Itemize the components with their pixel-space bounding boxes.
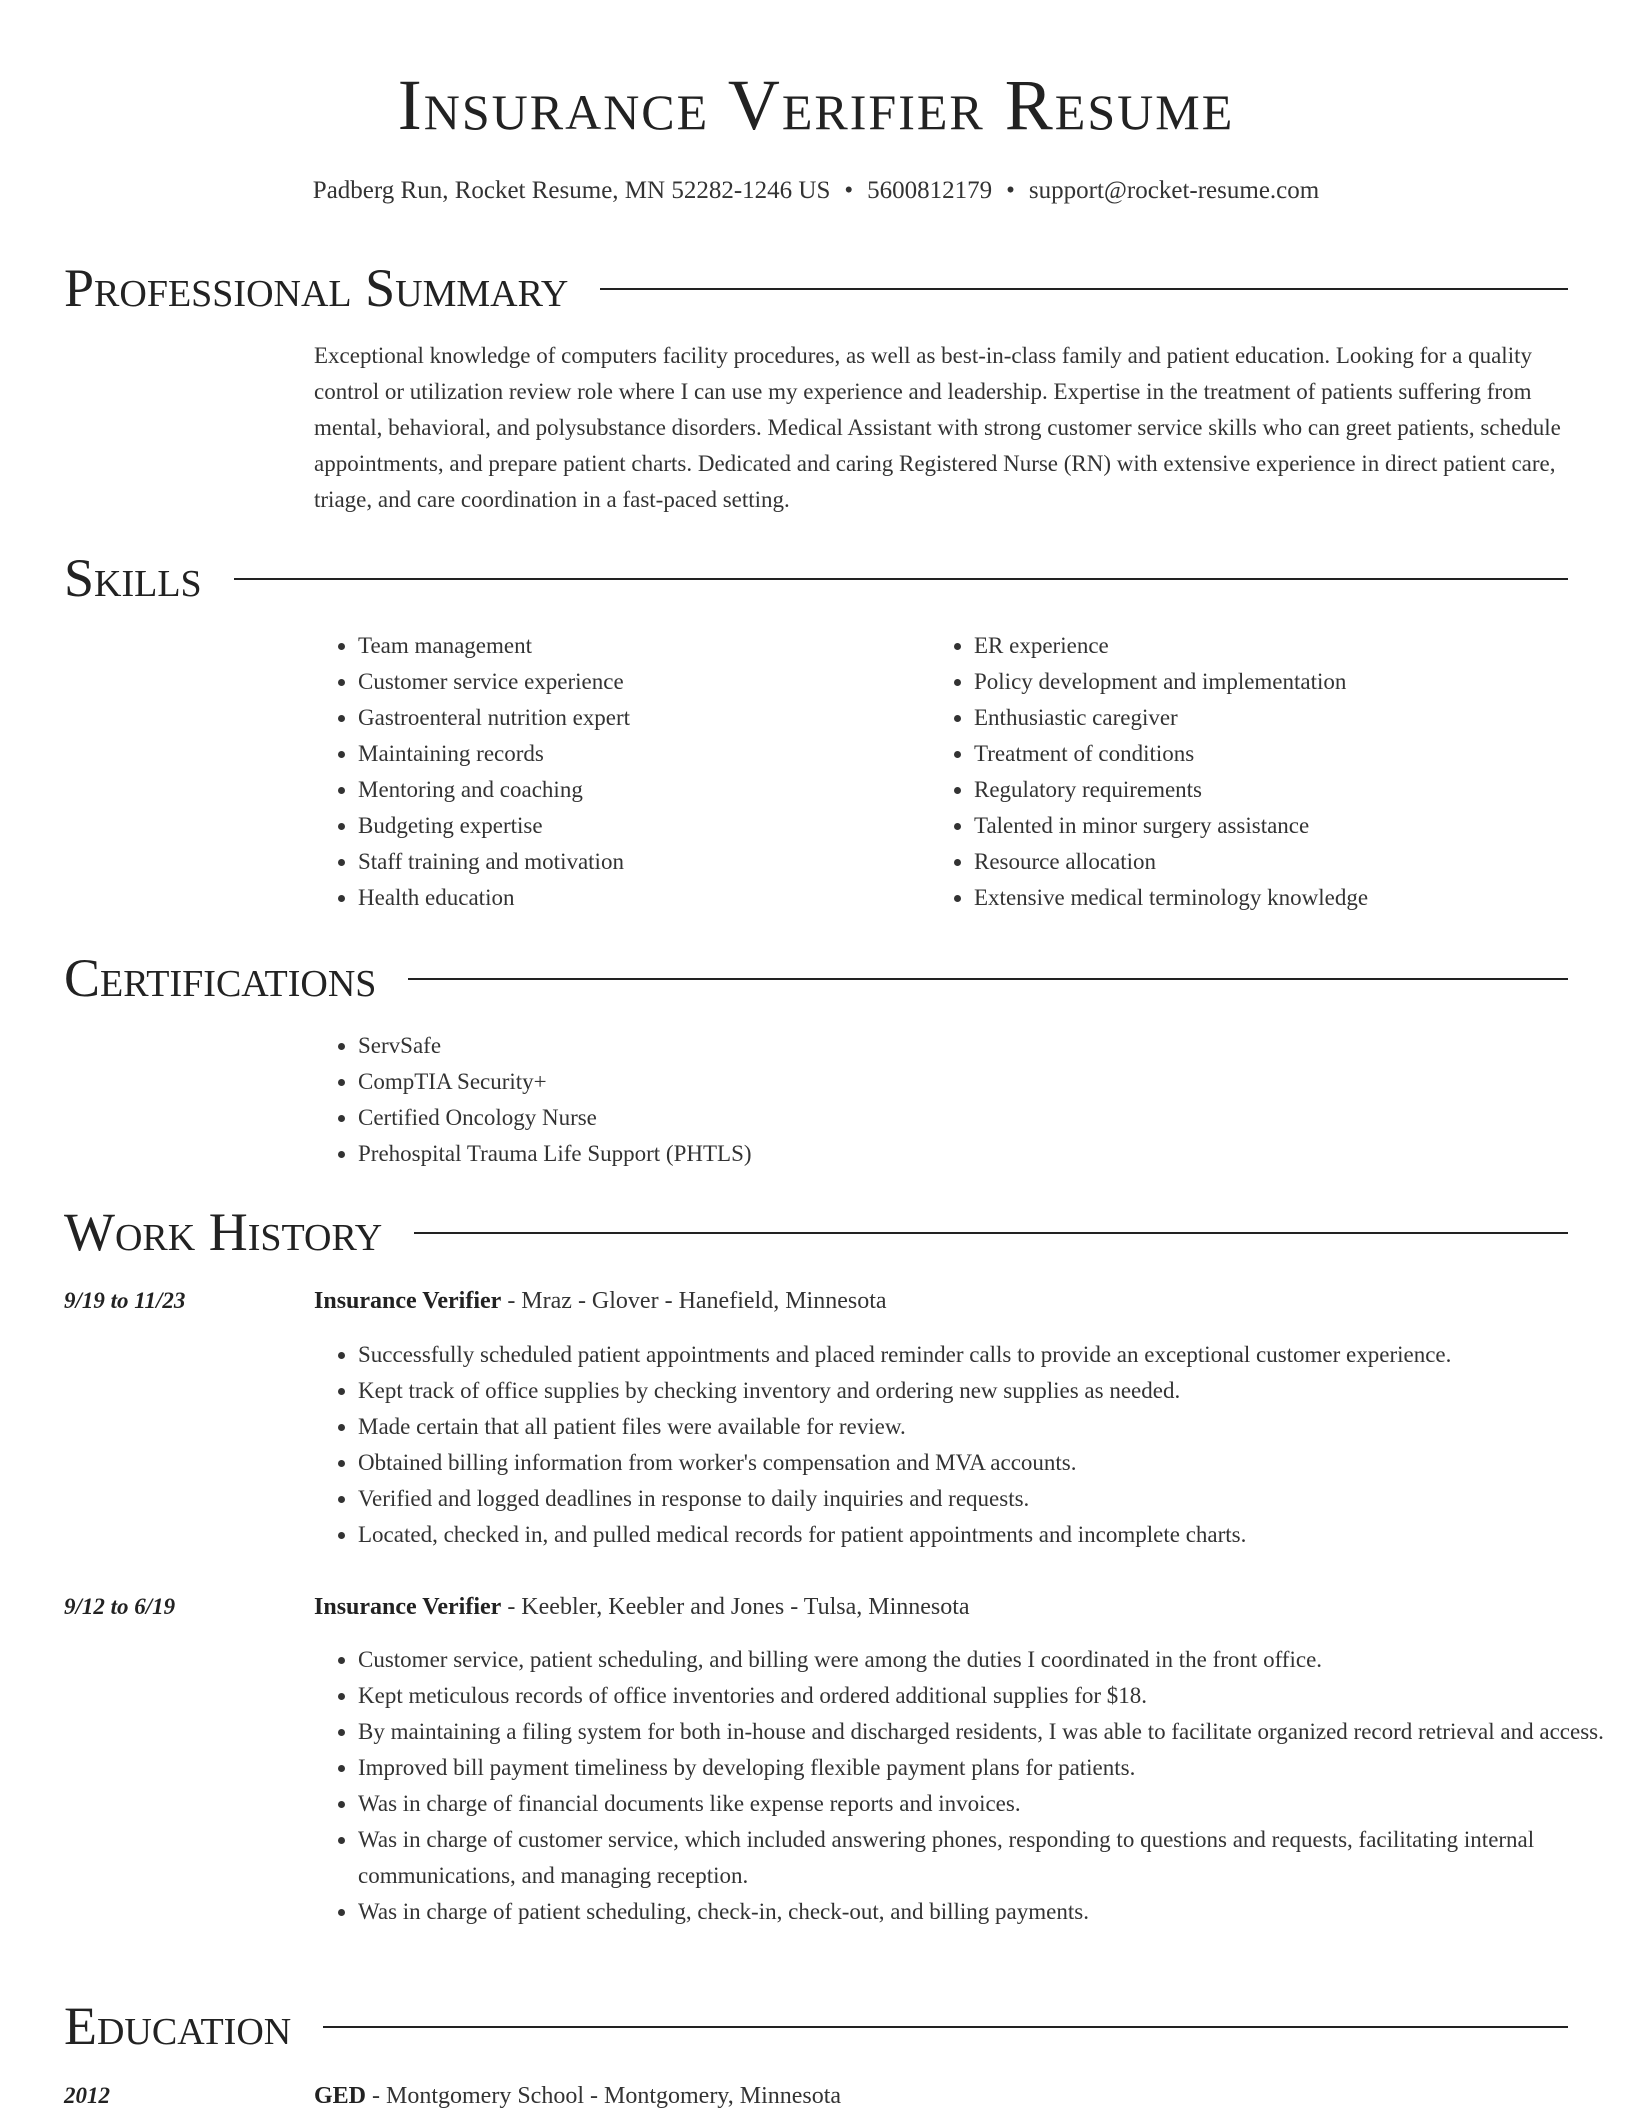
job-dates: 9/19 to 11/23 xyxy=(64,1288,186,1313)
education-school: - Montgomery School - Montgomery, Minnesota xyxy=(366,2083,842,2109)
certification-item: • Certified Oncology Nurse xyxy=(358,1100,1258,1136)
education-degree: GED xyxy=(314,2083,367,2109)
skill-item: • Customer service experience xyxy=(358,664,918,700)
skill-item: • Gastroenteral nutrition expert xyxy=(358,700,918,736)
certification-item: • Prehospital Trauma Life Support (PHTLS) xyxy=(358,1136,1258,1172)
section-title-skills: Skills xyxy=(64,548,202,608)
job-role: Insurance Verifier xyxy=(314,1288,502,1314)
section-title-certifications: Certifications xyxy=(64,948,377,1008)
certifications-list xyxy=(314,1028,1258,1172)
section-header-education xyxy=(64,1994,1568,2058)
job-bullet: • Made certain that all patient files were available for review. xyxy=(358,1409,1612,1445)
job-bullet: • Verified and logged deadlines in response to daily inquiries and requests. xyxy=(358,1481,1612,1517)
skill-item: • Budgeting expertise xyxy=(358,808,918,844)
contact-separator: • xyxy=(844,177,854,204)
contact-address: Padberg Run, Rocket Resume, MN 52282-1246 US xyxy=(312,177,831,204)
job-bullets xyxy=(314,1337,1612,1553)
job-bullet: • Improved bill payment timeliness by developing flexible payment plans for patients. xyxy=(358,1750,1612,1786)
resume-title: Insurance Verifier Resume xyxy=(397,65,1235,145)
education-heading xyxy=(314,2078,1568,2114)
skills-list-right xyxy=(930,628,1594,916)
skill-item: • ER experience xyxy=(974,628,1594,664)
section-rule xyxy=(600,288,1568,290)
job-role: Insurance Verifier xyxy=(314,1594,502,1620)
summary-text: Exceptional knowledge of computers facility procedures, as well as best-in-class family and patient education. Looking for a quality control or utilization review role where I can use my experience and leadership. Expertise in the treatment of patients suffering from mental, behavioral, and polysubstance disorders. Medical Assistant with strong customer service skills who can greet patients, schedule appointments, and prepare patient charts. Dedicated and caring Registered Nurse (RN) with extensive experience in direct patient care, triage, and care coordination in a fast-paced setting. xyxy=(314,343,1561,512)
skill-item: • Extensive medical terminology knowledge xyxy=(974,880,1594,916)
certification-item: • CompTIA Security+ xyxy=(358,1064,1258,1100)
section-title-work-history: Work History xyxy=(64,1202,383,1262)
job-bullet: • Customer service, patient scheduling, and billing were among the duties I coordinated in the front office. xyxy=(358,1642,1612,1678)
skill-item: • Team management xyxy=(358,628,918,664)
job-dates: 9/12 to 6/19 xyxy=(64,1594,176,1619)
job-heading xyxy=(314,1283,1568,1319)
section-rule xyxy=(408,978,1568,980)
job-bullet: • By maintaining a filing system for both in-house and discharged residents, I was able to facilitate organized record retrieval and access. xyxy=(358,1714,1612,1750)
certification-item: • ServSafe xyxy=(358,1028,1258,1064)
skill-item: • Staff training and motivation xyxy=(358,844,918,880)
job-employer: - Keebler, Keebler and Jones - Tulsa, Minnesota xyxy=(501,1594,970,1620)
job-bullets xyxy=(314,1642,1612,1930)
section-title-education: Education xyxy=(64,1996,292,2056)
skill-item: • Resource allocation xyxy=(974,844,1594,880)
job-employer: - Mraz - Glover - Hanefield, Minnesota xyxy=(501,1288,887,1314)
job-bullet: • Located, checked in, and pulled medical records for patient appointments and incomplete charts. xyxy=(358,1517,1612,1553)
contact-phone: 5600812179 xyxy=(867,177,993,204)
skill-item: • Enthusiastic caregiver xyxy=(974,700,1594,736)
contact-line xyxy=(0,174,1632,208)
skill-item: • Health education xyxy=(358,880,918,916)
job-heading xyxy=(314,1589,1568,1625)
skill-item: • Treatment of conditions xyxy=(974,736,1594,772)
education-year: 2012 xyxy=(64,2083,110,2108)
skill-item: • Regulatory requirements xyxy=(974,772,1594,808)
job-bullet: • Obtained billing information from worker's compensation and MVA accounts. xyxy=(358,1445,1612,1481)
section-header-certifications xyxy=(64,946,1568,1010)
section-header-work-history xyxy=(64,1200,1568,1264)
skill-item: • Talented in minor surgery assistance xyxy=(974,808,1594,844)
skill-item: • Maintaining records xyxy=(358,736,918,772)
job-bullet: • Kept track of office supplies by checking inventory and ordering new supplies as needed. xyxy=(358,1373,1612,1409)
section-rule xyxy=(234,578,1568,580)
section-title-summary: Professional Summary xyxy=(64,258,569,318)
skill-item: • Mentoring and coaching xyxy=(358,772,918,808)
contact-separator: • xyxy=(1006,177,1015,204)
job-bullet: • Was in charge of patient scheduling, check-in, check-out, and billing payments. xyxy=(358,1894,1612,1930)
job-bullet: • Successfully scheduled patient appointments and placed reminder calls to provide an exceptional customer experience. xyxy=(358,1337,1612,1373)
section-rule xyxy=(323,2026,1568,2028)
section-header-summary xyxy=(64,256,1568,320)
section-header-skills xyxy=(64,546,1568,610)
contact-email: support@rocket-resume.com xyxy=(1028,177,1320,204)
skills-list-left xyxy=(314,628,918,916)
job-bullet: • Kept meticulous records of office inventories and ordered additional supplies for $18. xyxy=(358,1678,1612,1714)
job-bullet: • Was in charge of customer service, which included answering phones, responding to questions and requests, facilitating internal communications, and managing reception. xyxy=(358,1822,1612,1894)
section-rule xyxy=(414,1232,1568,1234)
job-bullet: • Was in charge of financial documents like expense reports and invoices. xyxy=(358,1786,1612,1822)
skill-item: • Policy development and implementation xyxy=(974,664,1594,700)
